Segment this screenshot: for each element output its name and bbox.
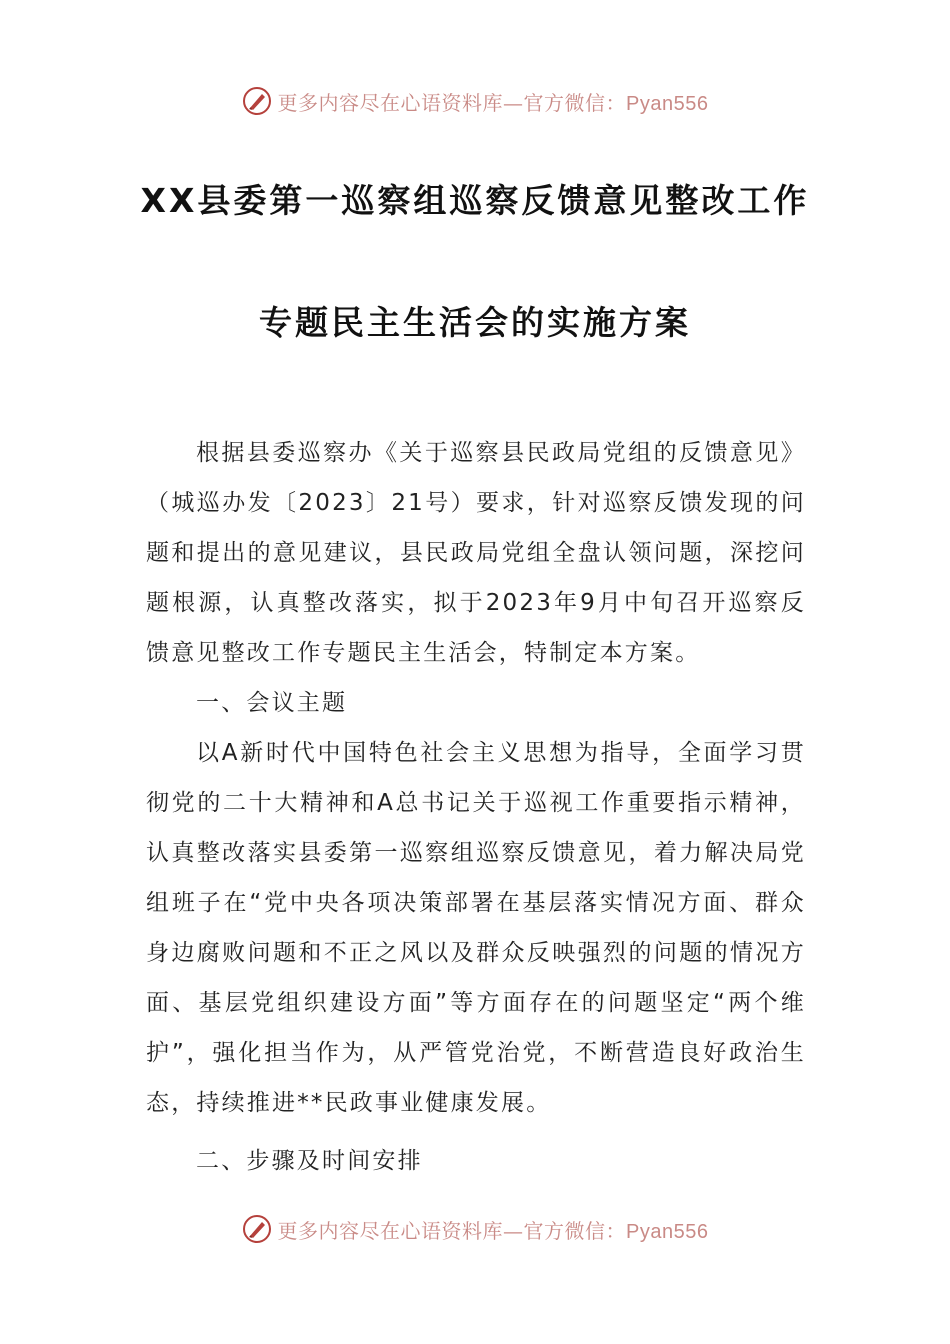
pen-logo-icon [242, 86, 272, 116]
watermark-footer [0, 1214, 950, 1244]
paragraph-theme: 以A新时代中国特色社会主义思想为指导，全面学习贯彻党的二十大精神和A总书记关于巡视工作重要指示精神，认真整改落实县委第一巡察组巡察反馈意见，着力解决局党组班子在“党中央各项决策部署在基层落实情况方面、群众身边腐败问题和不正之风以及群众反映强烈的问题的情况方面、基层党组织建设方面”等方面存在的问题坚定“两个维护”，强化担当作为，从严管党治党，不断营造良好政治生态，持续推进**民政事业健康发展。 [146, 740, 806, 1116]
section-heading-1: 一、会议主题 [196, 690, 348, 716]
watermark-text: 更多内容尽在心语资料库—官方微信：Pyan556 [277, 90, 709, 115]
watermark-text: 更多内容尽在心语资料库—官方微信：Pyan556 [277, 1218, 709, 1243]
document-title-line-1: XX县委第一巡察组巡察反馈意见整改工作 [140, 181, 810, 220]
section-heading-2: 二、步骤及时间安排 [196, 1148, 423, 1174]
document-title-line-2: 专题民主生活会的实施方案 [259, 303, 691, 342]
watermark-header [0, 86, 950, 116]
pen-logo-icon [242, 1214, 272, 1244]
paragraph-intro: 根据县委巡察办《关于巡察县民政局党组的反馈意见》（城巡办发〔2023〕21号）要求，针对巡察反馈发现的问题和提出的意见建议，县民政局党组全盘认领问题，深挖问题根源，认真整改落实，拟于2023年9月中旬召开巡察反馈意见整改工作专题民主生活会，特制定本方案。 [146, 440, 806, 666]
document-body [146, 428, 806, 1186]
